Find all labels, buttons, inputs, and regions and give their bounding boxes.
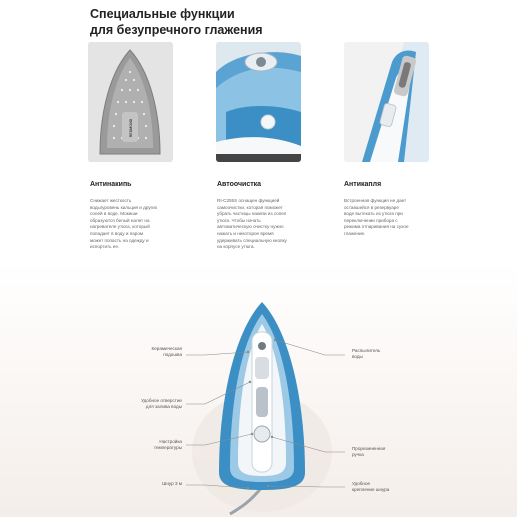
feature-line: глажение. bbox=[344, 230, 366, 236]
page-title bbox=[90, 6, 263, 38]
feature-autoclean-title: Автоочистка bbox=[217, 181, 262, 188]
feature-line: утюга. Чтобы начать bbox=[217, 217, 261, 223]
callout-line: Удобное отверстие bbox=[141, 398, 182, 403]
callout-line: Прорезиненная bbox=[352, 446, 386, 451]
feature-antiscale-title: Антинакипь bbox=[90, 181, 132, 188]
feature-line: RI-C255S оснащен функцией bbox=[217, 198, 280, 203]
autoclean-photo bbox=[216, 42, 301, 162]
feature-line: убрать частицы накипи из сопел bbox=[217, 211, 287, 217]
callout-line: ручка bbox=[352, 452, 364, 457]
callout-line: для залива воды bbox=[145, 404, 182, 409]
feature-line: попадает в воду и паром bbox=[90, 230, 144, 236]
callout-temperature bbox=[120, 439, 182, 451]
callout-line: температуры bbox=[153, 445, 182, 450]
callout-cord-mount bbox=[352, 481, 412, 493]
callout-line: Распылитель bbox=[352, 348, 381, 353]
temperature-dial-icon bbox=[254, 426, 270, 442]
feature-line: Встроенная функция не дает bbox=[344, 198, 407, 203]
callout-cord bbox=[120, 481, 182, 487]
iron-overview bbox=[0, 262, 517, 517]
feature-line: на корпусе утюга. bbox=[217, 244, 255, 250]
feature-line: испортить ее. bbox=[90, 244, 120, 250]
callout-ceramic-soleplate bbox=[120, 346, 182, 358]
iron-illustration bbox=[0, 262, 517, 517]
feature-autoclean-text bbox=[217, 198, 307, 251]
callout-line: подошва bbox=[163, 352, 182, 357]
callout-rubber-handle bbox=[352, 446, 412, 458]
feature-antidrip-title: Антикапля bbox=[344, 181, 382, 188]
callout-line: воды bbox=[352, 354, 363, 359]
feature-line: оставшейся в резервуаре bbox=[344, 204, 399, 210]
feature-line: удерживать специальную кнопку bbox=[217, 237, 287, 243]
title-line-2: для безупречного глажения bbox=[90, 23, 263, 37]
feature-line: воде вытекать из утюга при bbox=[344, 211, 403, 217]
feature-antidrip-text bbox=[344, 198, 434, 238]
feature-line: воды/уровень кальция и других bbox=[90, 204, 158, 210]
feature-line: автоматическую очистку нужно bbox=[217, 224, 284, 230]
callout-line: крепление шнура bbox=[352, 487, 390, 492]
antidrip-photo bbox=[344, 42, 429, 162]
feature-line: режима отпаривания на сухое bbox=[344, 224, 409, 230]
feature-line: нажать и некоторое время bbox=[217, 230, 274, 236]
feature-line: Снижает жесткость bbox=[90, 198, 132, 203]
callout-line: Керамическая bbox=[151, 346, 182, 351]
callout-water-inlet bbox=[120, 398, 182, 410]
feature-line: солей в воде. Мокиши bbox=[90, 211, 138, 217]
callout-line: Шнур 3 м bbox=[162, 481, 182, 486]
title-line-1: Специальные функции bbox=[90, 7, 235, 21]
feature-line: может попасть на одежду и bbox=[90, 237, 149, 243]
feature-antiscale-text bbox=[90, 198, 180, 251]
feature-line: переключении прибора с bbox=[344, 217, 398, 223]
callout-sprayer bbox=[352, 348, 412, 360]
callout-line: Настройка bbox=[159, 439, 182, 444]
soleplate-brand-text: REDMOND bbox=[129, 118, 133, 138]
soleplate-photo bbox=[88, 42, 173, 162]
feature-line: образуются белый налет на bbox=[90, 217, 150, 223]
callout-line: Удобное bbox=[352, 481, 371, 486]
feature-line: самоочистки, которая поможет bbox=[217, 204, 283, 210]
feature-line: нагревателе утюга, который bbox=[90, 224, 150, 230]
